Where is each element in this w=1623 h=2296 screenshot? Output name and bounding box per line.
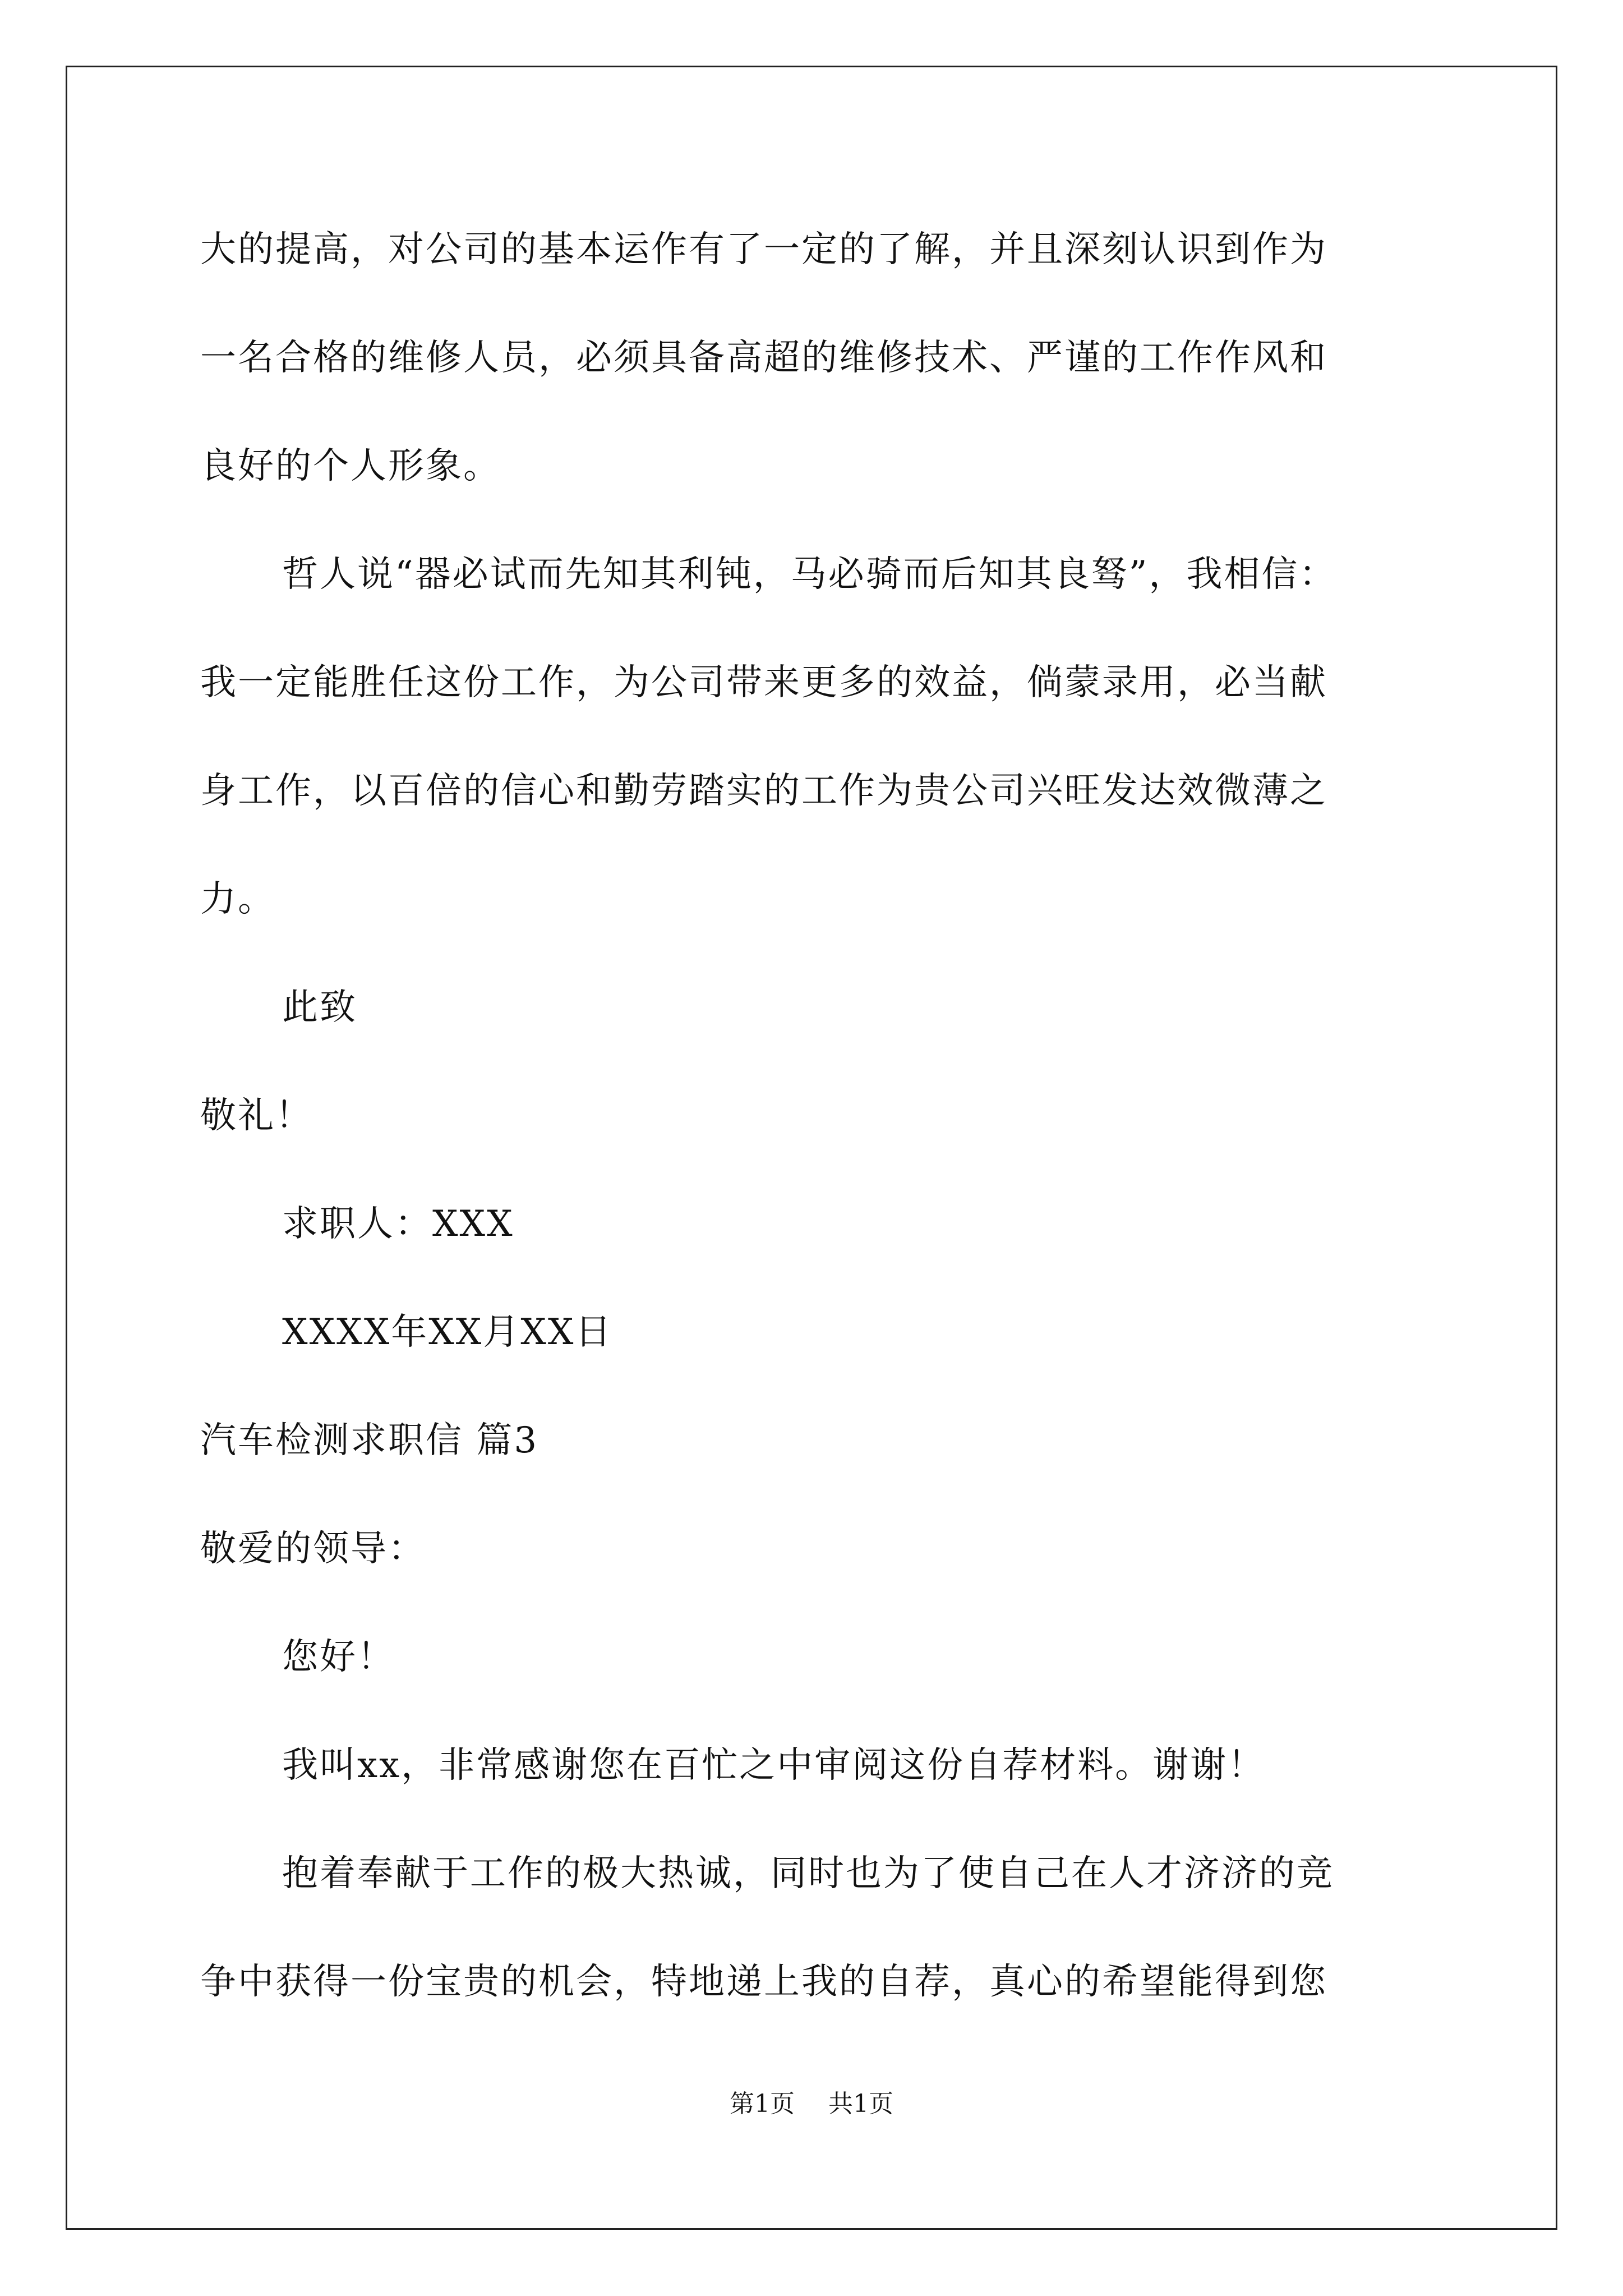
body-line: 身工作，以百倍的信心和勤劳踏实的工作为贵公司兴旺发达效微薄之 <box>200 770 1327 812</box>
body-line: 大的提高，对公司的基本运作有了一定的了解，并且深刻认识到作为 <box>200 229 1327 270</box>
page-total: 共1页 <box>828 2090 893 2118</box>
body-line: 良好的个人形象。 <box>200 445 501 487</box>
page-border <box>66 66 1557 2230</box>
page-footer <box>0 2088 1623 2120</box>
section-heading: 汽车检测求职信 篇3 <box>200 1420 539 1461</box>
body-line: 一名合格的维修人员，必须具备高超的维修技术、严谨的工作作风和 <box>200 337 1327 379</box>
date-line: XXXX年XX月XX日 <box>282 1312 613 1353</box>
body-line: 您好！ <box>282 1636 395 1678</box>
body-line: 我一定能胜任这份工作，为公司带来更多的效益，倘蒙录用，必当献 <box>200 662 1327 703</box>
page-number: 第1页 <box>730 2090 795 2118</box>
body-line: 哲人说“器必试而先知其利钝，马必骑而后知其良驽”，我相信： <box>282 554 1337 595</box>
salutation-line: 敬礼！ <box>200 1095 313 1137</box>
body-line: 争中获得一份宝贵的机会，特地递上我的自荐，真心的希望能得到您 <box>200 1961 1327 2003</box>
greeting-line: 敬爱的领导： <box>200 1528 426 1570</box>
closing-line: 此致 <box>282 987 357 1028</box>
body-line: 我叫xx，非常感谢您在百忙之中审阅这份自荐材料。谢谢！ <box>282 1745 1266 1786</box>
body-line: 抱着奉献于工作的极大热诚，同时也为了使自己在人才济济的竞 <box>282 1853 1334 1894</box>
signature-line: 求职人：XXX <box>282 1203 514 1245</box>
body-line: 力。 <box>200 878 275 920</box>
